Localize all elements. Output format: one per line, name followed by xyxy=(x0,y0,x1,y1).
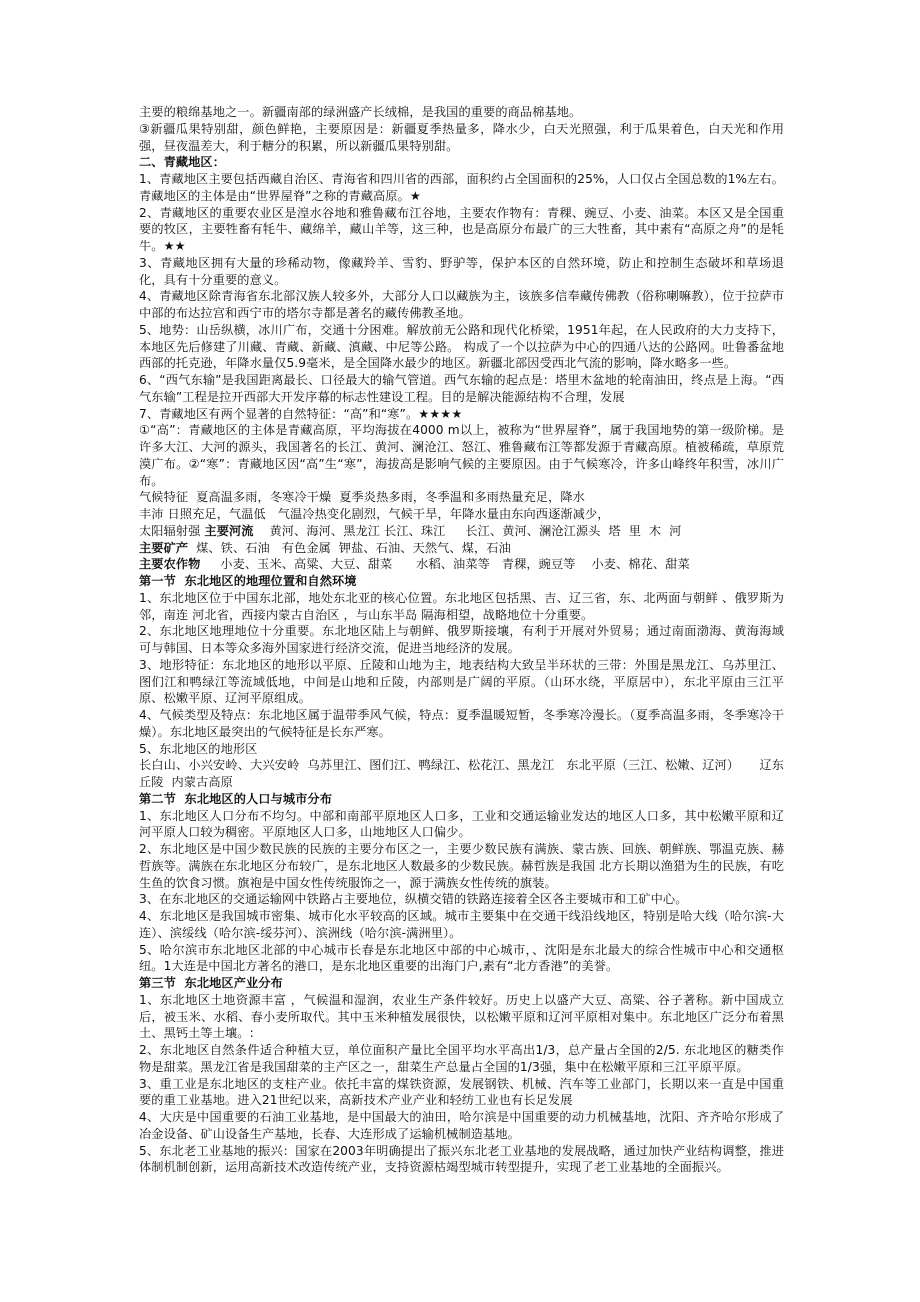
paragraph: ③新疆瓜果特别甜，颜色鲜艳，主要原因是：新疆夏季热量多，降水少，白天光照强，利于瓜果着色，白天光和作用强，昼夜温差大，利于糖分的积累，所以新疆瓜果特别甜。 xyxy=(139,121,784,153)
paragraph: 3、青藏地区拥有大量的珍稀动物，像藏羚羊、雪豹、野驴等，保护本区的自然环境，防止和控制生态破坏和草场退化，具有十分重要的意义。 xyxy=(139,255,784,287)
paragraph: 5、东北老工业基地的振兴：国家在2003年明确提出了振兴东北老工业基地的发展战略，通过加快产业结构调整，推进体制机制创新，运用高新技术改造传统产业，支持资源枯竭型城市转型提升，实现了老工业基地的全面振兴。 xyxy=(139,1143,784,1175)
paragraph: 2、青藏地区的重要农业区是湟水谷地和雅鲁藏布江谷地，主要农作物有：青稞、豌豆、小麦、油菜。本区又是全国重要的牧区，主要牲畜有牦牛、藏绵羊，藏山羊等，这三种，也是高原分布最广的三大牲畜，其中素有“高原之舟”的是牦牛。★★ xyxy=(139,205,784,253)
section-heading: 第三节 东北地区产业分布 xyxy=(139,976,283,990)
paragraph: 5、东北地区的地形区 xyxy=(139,741,258,756)
paragraph: 1、青藏地区主要包括西藏自治区、青海省和四川省的西部，面积约占全国面积的25%，人口仅占全国总数的1%左右。青藏地区的主体是由“世界屋脊”之称的青藏高原。★ xyxy=(139,172,784,203)
paragraph: ①“高”：青藏地区的主体是青藏高原，平均海拔在4000 m以上，被称为“世界屋脊”，属于我国地势的第一级阶梯。是许多大江、大河的源头，我国著名的长江、黄河、澜沧江、怒江、雅鲁藏布江等都发源于青藏高原。植被稀疏，草原荒漠广布。②“寒”：青藏地区因“高”生“寒”，海拔高是影响气候的主要原因。由于气候寒冷，许多山峰终年积雪，冰川广布。 xyxy=(139,423,784,488)
paragraph: 1、东北地区土地资源丰富 ，气候温和湿润，农业生产条件较好。历史上以盛产大豆、高粱、谷子著称。新中国成立后，被玉米、水稻、春小麦所取代。其中玉米种植发展很快，以松嫩平原和辽河平原相对集中。东北地区广泛分布着黑土、黑钙土等土壤。: xyxy=(139,992,784,1041)
paragraph: 4、气候类型及特点：东北地区属于温带季风气候，特点：夏季温暖短暂，冬季寒冷漫长。（夏季高温多雨，冬季寒冷干燥）。东北地区最突出的气候特征是长东严寒。 xyxy=(139,708,784,739)
row-label-crops: 主要农作物 xyxy=(139,557,201,572)
paragraph: 3、在东北地区的交通运输网中铁路占主要地位，纵横交错的铁路连接着全区各主要城市和工矿中心。 xyxy=(139,892,688,907)
table-row-minerals xyxy=(139,540,784,557)
table-row-rivers xyxy=(139,523,784,540)
paragraph: 3、重工业是东北地区的支柱产业。依托丰富的煤铁资源，发展钢铁、机械、汽车等工业部门，长期以来一直是中国重要的重工业基地。进入21世纪以来，高新技术产业产业和轻纺工业也有长足发展 xyxy=(139,1076,784,1108)
paragraph: 7、青藏地区有两个显著的自然特征：“高”和“寒”。★★★★ xyxy=(139,406,463,421)
row-values: 黄河、海河、黑龙江 长江、珠江 长江、黄河、澜沧江源头 塔 里 木 河 xyxy=(253,523,682,538)
paragraph: 4、青藏地区除青海省东北部汉族人较多外，大部分人口以藏族为主，该族多信奉藏传佛教（俗称喇嘛教），位于拉萨市中部的布达拉宫和西宁市的塔尔寺都是著名的藏传佛教圣地。 xyxy=(139,289,784,320)
paragraph: 1、东北地区人口分布不均匀。中部和南部平原地区人口多，工业和交通运输业发达的地区人口多，其中松嫩平原和辽河平原人口较为稠密。平原地区人口多，山地地区人口偏少。 xyxy=(139,808,784,840)
row-values: 煤、铁、石油 有色金属 钾盐、石油、天然气、煤，石油 xyxy=(188,540,511,555)
document-body xyxy=(139,104,784,1176)
paragraph: 6、“西气东输”是我国距离最长、口径最大的输气管道。西气东输的起点是：塔里木盆地的轮南油田，终点是上海。“西气东输”工程是拉开西部大开发序幕的标志性建设工程。目的是解决能源结构不合理，发展 xyxy=(139,373,784,404)
paragraph: 4、大庆是中国重要的石油工业基地，是中国最大的油田，哈尔滨是中国重要的动力机械基地，沈阳、齐齐哈尔形成了冶金设备、矿山设备生产基地，长春、大连形成了运输机械制造基地。 xyxy=(139,1110,784,1141)
paragraph: 3、地形特征：东北地区的地形以平原、丘陵和山地为主，地表结构大致呈半环状的三带：外围是黑龙江、乌苏里江、图们江和鸭绿江等流域低地，中间是山地和丘陵，内部则是广阔的平原。（山环水绕，平原居中），东北平原由三江平原、松嫩平原、辽河平原组成。 xyxy=(139,657,784,706)
row-values: 小麦、玉米、高粱、大豆、甜菜 水稻、油菜等 青稞，豌豆等 小麦、棉花、甜菜 xyxy=(200,557,690,572)
row-label-minerals: 主要矿产 xyxy=(139,540,189,555)
row-label-rivers: 主要河流 xyxy=(204,523,254,538)
paragraph: 4、东北地区是我国城市密集、城市化水平较高的区域。城市主要集中在交通干线沿线地区，特别是哈大线（哈尔滨-大连）、滨绥线（哈尔滨-绥芬河）、滨洲线（哈尔滨-满洲里）。 xyxy=(139,909,784,940)
section-heading: 第二节 东北地区的人口与城市分布 xyxy=(139,791,332,806)
section-heading: 第一节 东北地区的地理位置和自然环境 xyxy=(139,574,357,588)
paragraph: 2、东北地区是中国少数民族的民族的主要分布区之一，主要少数民族有满族、蒙古族、回族、朝鲜族、鄂温克族、赫哲族等。满族在东北地区分布较广，是东北地区人数最多的少数民族。赫哲族是我国 北方长期以渔猎为生的民族，有吃生鱼的饮食习惯。旗袍是中国女性传统服饰之一，源于满族女性传统的旗装。 xyxy=(139,842,784,890)
paragraph: 1、东北地区位于中国东北部，地处东北亚的核心位置。东北地区包括黑、吉、辽三省，东、北两面与朝鲜 、俄罗斯为邻，南连 河北省，西接内蒙古自治区 ，与山东半岛 隔海相望，战略地位十分重要。 xyxy=(139,590,784,622)
section-heading: 二、青藏地区： xyxy=(139,155,226,170)
row-prefix: 太阳辐射强 xyxy=(139,523,205,538)
table-row-crops xyxy=(139,556,784,573)
table-row-climate: 气候特征 夏高温多雨，冬寒冷干燥 夏季炎热多雨，冬季温和多雨热量充足，降水 xyxy=(139,490,585,505)
paragraph: 5、哈尔滨市东北地区北部的中心城市长春是东北地区中部的中心城市，、沈阳是东北最大的综合性城市中心和交通枢纽。1大连是中国北方著名的港口，是东北地区重要的出海门户,素有“北方香港”的美誉。 xyxy=(139,942,784,974)
table-row-climate-cont: 丰沛 日照充足，气温低 气温冷热变化剧烈，气候干旱，年降水量由东向西逐渐减少， xyxy=(139,507,610,521)
paragraph: 2、东北地区自然条件适合种植大豆，单位面积产量比全国平均水平高出1/3，总产量占全国的2/5. 东北地区的糖类作物是甜菜。黑龙江省是我国甜菜的主产区之一，甜菜生产总量占全国的1/3强，集中在松嫩平原和三江平原平原。 xyxy=(139,1043,784,1074)
paragraph: 2、东北地区地理地位十分重要。东北地区陆上与朝鲜、俄罗斯接壤，有利于开展对外贸易；通过南面渤海、黄海海域可与韩国、日本等众多海外国家进行经济交流，促进当地经济的发展。 xyxy=(139,624,784,655)
paragraph: 长白山、小兴安岭、大兴安岭 乌苏里江、图们江、鸭绿江、松花江、黑龙江 东北平原（三江、松嫩、辽河） 辽东丘陵 内蒙古高原 xyxy=(139,758,784,789)
paragraph: 5、地势：山岳纵横，冰川广布，交通十分困难。解放前无公路和现代化桥梁，1951年起，在人民政府的大力支持下，本地区先后修建了川藏、青藏、新藏、滇藏、中尼等公路。 构成了一个以拉萨为中心的四通八达的公路网。吐鲁番盆地西部的托克逊，年降水量仅5.9毫米，是全国降水最少的地区。新疆北部因受西北气流的影响，降水略多一些。 xyxy=(139,322,784,371)
paragraph: 主要的粮绵基地之一。新疆南部的绿洲盛产长绒棉，是我国的重要的商品棉基地。 xyxy=(139,105,582,119)
